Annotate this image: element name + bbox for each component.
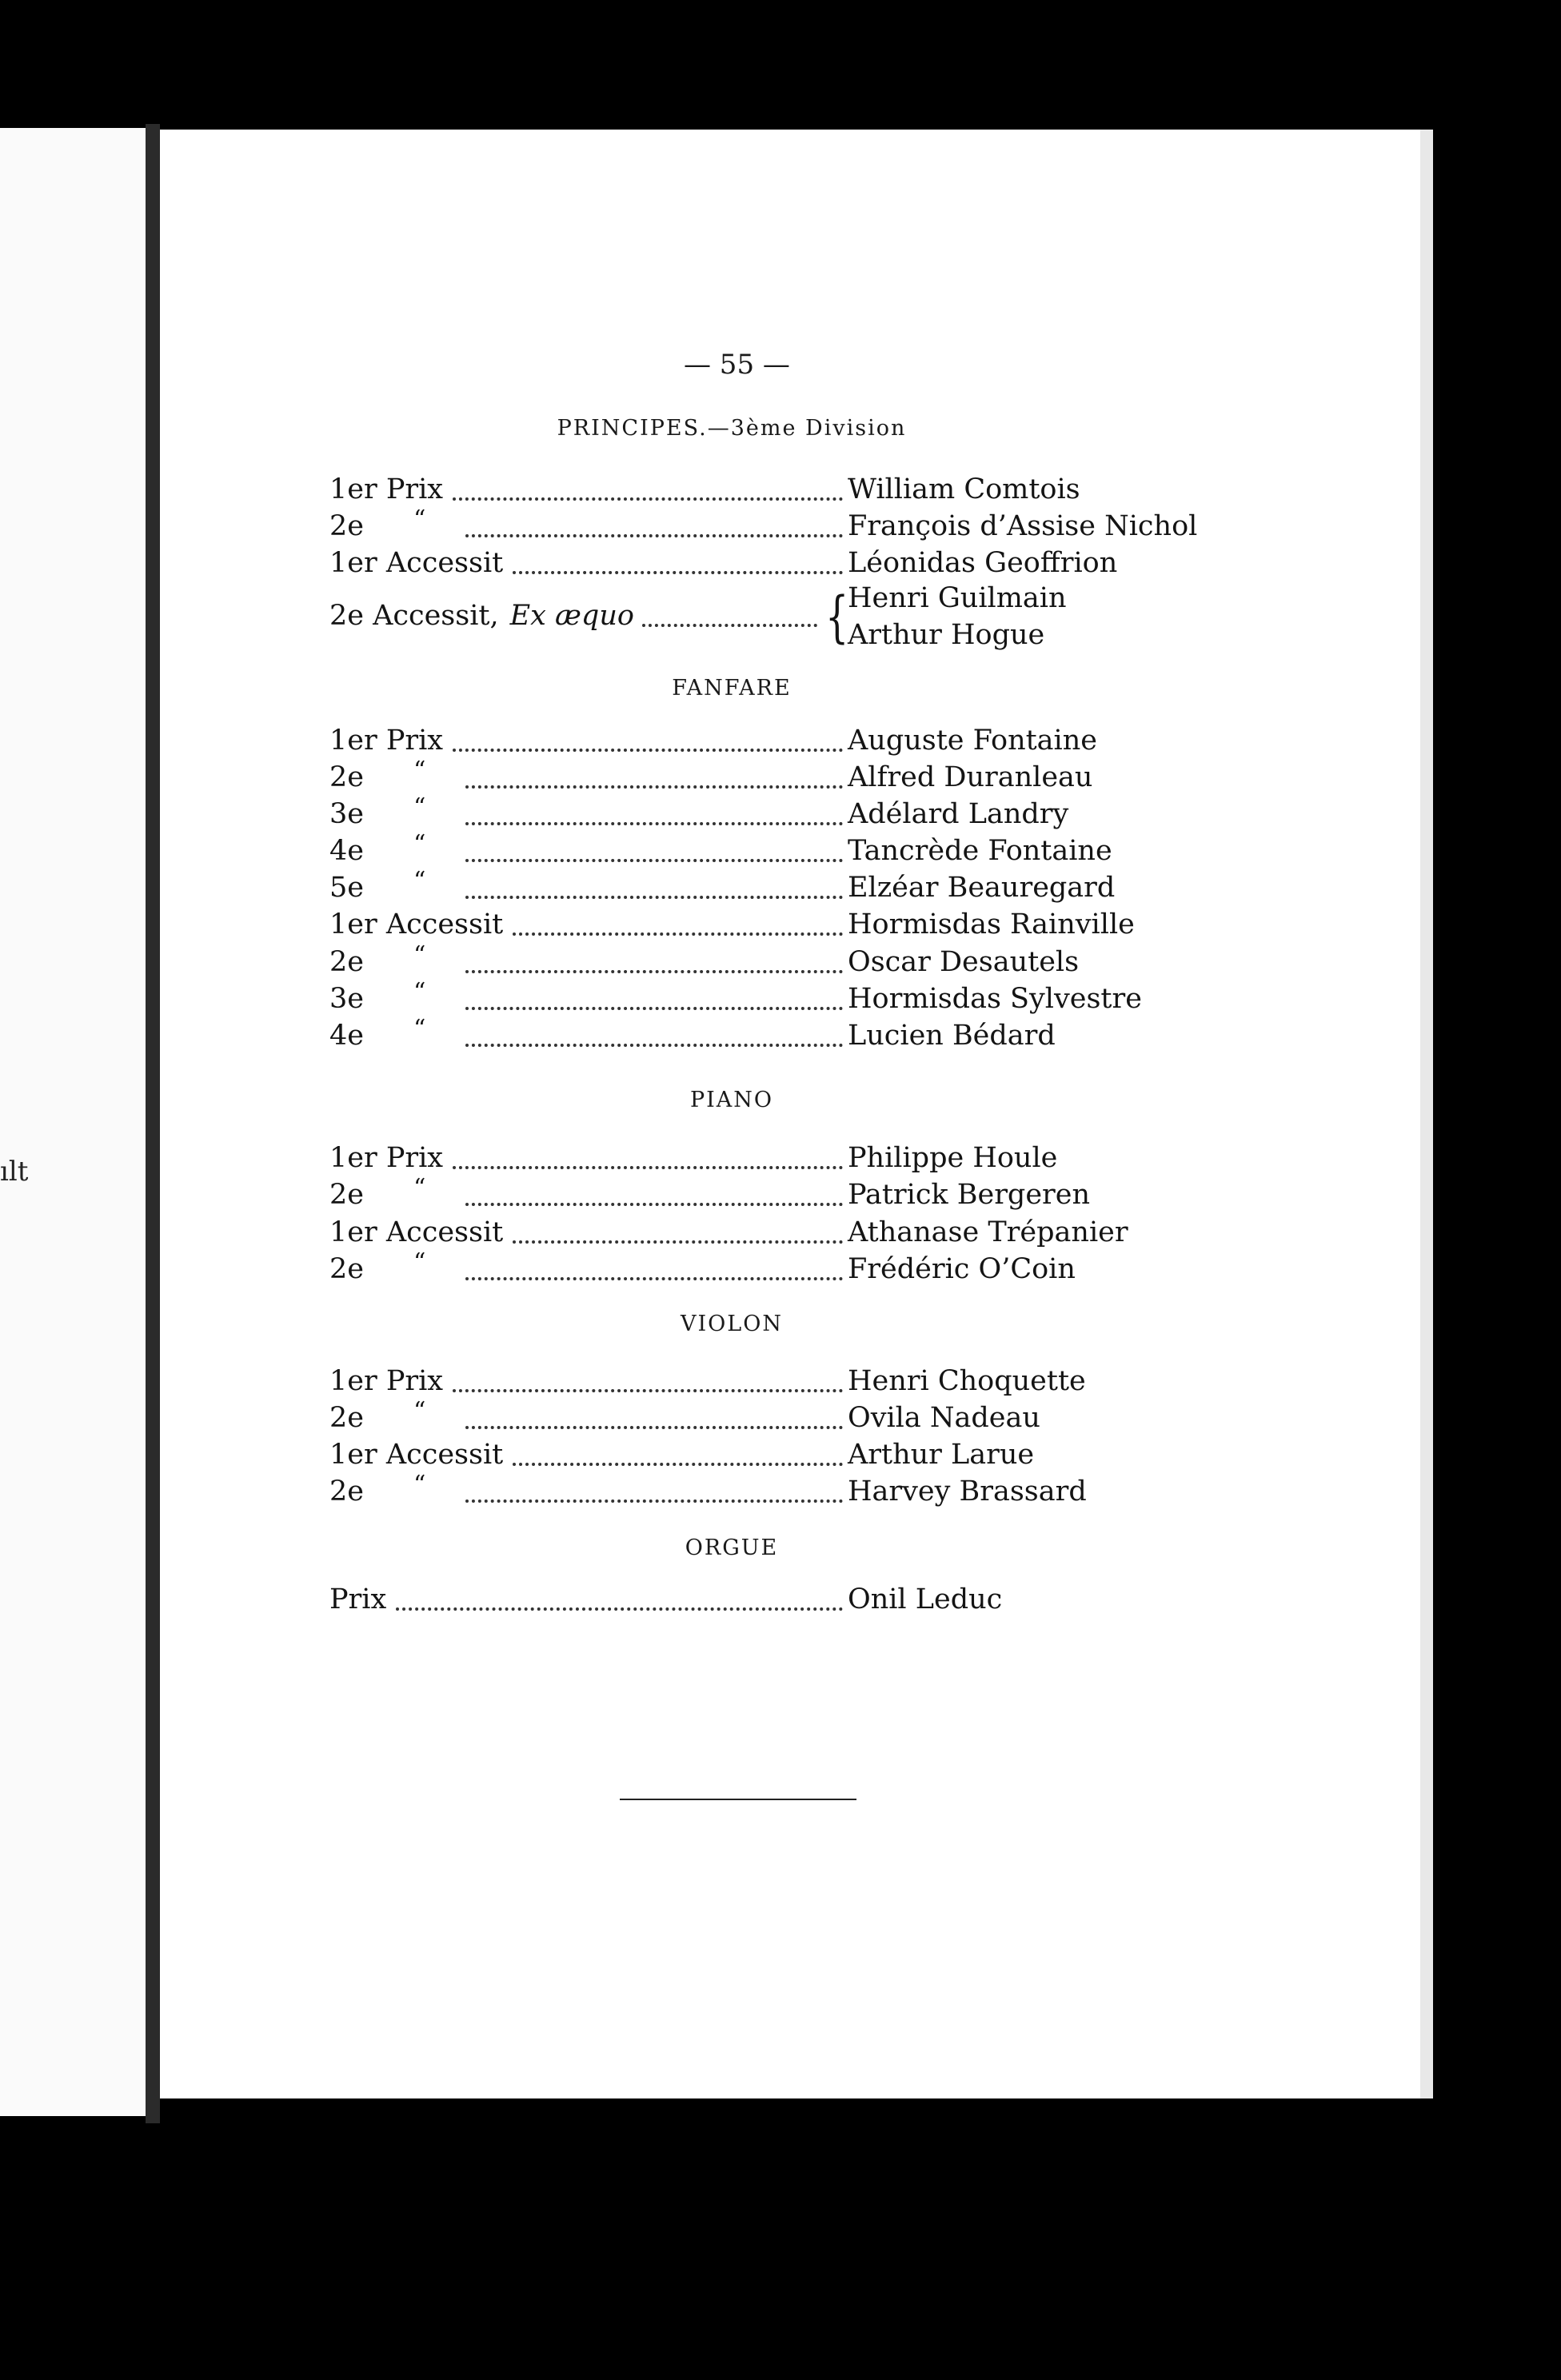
prize-rank: 1er Accessit [329,908,504,940]
prize-row [329,793,1185,835]
recipient-name: Philippe Houle [848,1142,1058,1174]
prize-rank: 1er Prix [329,473,444,505]
recipient-name: Arthur Larue [848,1439,1035,1471]
ditto-mark: “ [413,867,426,895]
prize-rank: Prix [329,1583,387,1615]
dot-leader [453,1166,843,1169]
prize-rank: 3e [329,983,364,1015]
page-number: — 55 — [684,349,790,381]
prize-row [329,1583,1185,1620]
left-page-text-fragment: ılt [0,1156,29,1188]
prize-rank: 1er Prix [329,725,444,757]
dot-leader [465,859,843,862]
dot-leader [465,1007,843,1010]
ditto-mark: “ [413,757,426,785]
prize-row [329,547,1185,584]
ditto-mark: “ [413,941,426,969]
section-heading: ORGUE [685,1535,779,1560]
prize-rank: 1er Accessit [329,1216,504,1248]
prize-row [329,1142,1185,1179]
ditto-mark: “ [413,1471,426,1499]
ditto-mark: “ [413,830,426,858]
prize-row [329,582,1185,651]
section-heading: PIANO [689,1088,774,1112]
prize-row [329,1471,1185,1512]
dot-leader [465,1277,843,1280]
recipient-name: Oscar Desautels [848,946,1080,978]
prize-rank: 4e [329,835,364,867]
recipient-name: Henri Guilmain [848,582,1067,614]
recipient-name: Hormisdas Sylvestre [848,983,1142,1015]
dot-leader [513,571,843,574]
recipient-name: François d’Assise Nichol [848,510,1198,542]
dot-leader [465,1499,843,1503]
recipient-name: Athanase Trépanier [848,1216,1128,1248]
prize-rank: 3e [329,798,364,830]
prize-rank: 2e [329,1402,364,1434]
section-heading: PRINCIPES.—3ème Division [557,416,907,441]
recipient-name: William Comtois [848,473,1080,505]
prize-rank: 2e Accessit, [329,600,499,632]
prize-row [329,1216,1185,1253]
prize-row [329,908,1185,945]
prize-row [329,725,1185,761]
footer-rule [620,1799,856,1800]
prize-row [329,978,1185,1020]
prize-rank: 2e [329,1253,364,1285]
ditto-mark: “ [413,978,426,1006]
dot-leader [513,1463,843,1466]
dot-leader [465,1203,843,1206]
prize-rank-note: Ex æquo [509,600,634,632]
dot-leader [465,1426,843,1429]
dot-leader [513,1240,843,1244]
prize-row [329,1015,1185,1056]
ditto-mark: “ [413,1248,426,1276]
recipient-name: Henri Choquette [848,1365,1086,1397]
prize-row [329,757,1185,798]
recipient-name: Alfred Duranleau [848,761,1093,793]
recipient-name: Harvey Brassard [848,1476,1087,1507]
book-gutter [146,124,160,2123]
section-heading: VIOLON [681,1312,783,1336]
recipient-name: Lucien Bédard [848,1020,1056,1052]
dot-leader [465,896,843,899]
recipient-name: Arthur Hogue [848,619,1045,651]
prize-row [329,941,1185,983]
prize-row [329,1248,1185,1290]
recipient-name: Patrick Bergeren [848,1179,1091,1211]
recipient-name: Elzéar Beauregard [848,872,1116,904]
prize-row [329,505,1198,547]
prize-rank: 1er Accessit [329,1439,504,1471]
prize-row [329,473,1185,510]
prize-row [329,1174,1185,1216]
dot-leader [453,749,843,752]
prize-rank: 1er Accessit [329,547,504,579]
ditto-mark: “ [413,1015,426,1043]
ditto-mark: “ [413,505,426,533]
prize-rank: 1er Prix [329,1365,444,1397]
dot-leader [465,785,843,789]
dot-leader [465,822,843,825]
prize-rank: 4e [329,1020,364,1052]
prize-rank: 2e [329,1476,364,1507]
recipient-name: Ovila Nadeau [848,1402,1040,1434]
prize-rank: 2e [329,761,364,793]
dot-leader [396,1607,843,1611]
dot-leader [465,1044,843,1047]
recipient-name: Hormisdas Rainville [848,908,1135,940]
recipient-name: Léonidas Geoffrion [848,547,1118,579]
section-heading: FANFARE [672,676,792,701]
dot-leader [465,970,843,973]
recipient-name: Frédéric O’Coin [848,1253,1076,1285]
dot-leader [642,624,817,627]
prize-row [329,1365,1185,1402]
dot-leader [513,932,843,936]
ditto-mark: “ [413,1397,426,1425]
prize-row [329,1397,1185,1439]
prize-rank: 1er Prix [329,1142,444,1174]
prize-rank: 2e [329,510,364,542]
recipient-name: Adélard Landry [848,798,1069,830]
prize-rank: 2e [329,946,364,978]
ditto-mark: “ [413,793,426,821]
left-page [0,128,146,2116]
recipient-name: Onil Leduc [848,1583,1003,1615]
dot-leader [453,497,843,501]
brace-icon: { [825,584,849,649]
prize-row [329,867,1185,908]
dot-leader [465,534,843,537]
prize-row [329,830,1185,872]
page-edge [1420,130,1433,2098]
ditto-mark: “ [413,1174,426,1202]
recipient-name: Auguste Fontaine [848,725,1097,757]
prize-rank: 5e [329,872,364,904]
recipient-name: Tancrède Fontaine [848,835,1112,867]
prize-rank: 2e [329,1179,364,1211]
dot-leader [453,1389,843,1392]
prize-row [329,1439,1185,1476]
